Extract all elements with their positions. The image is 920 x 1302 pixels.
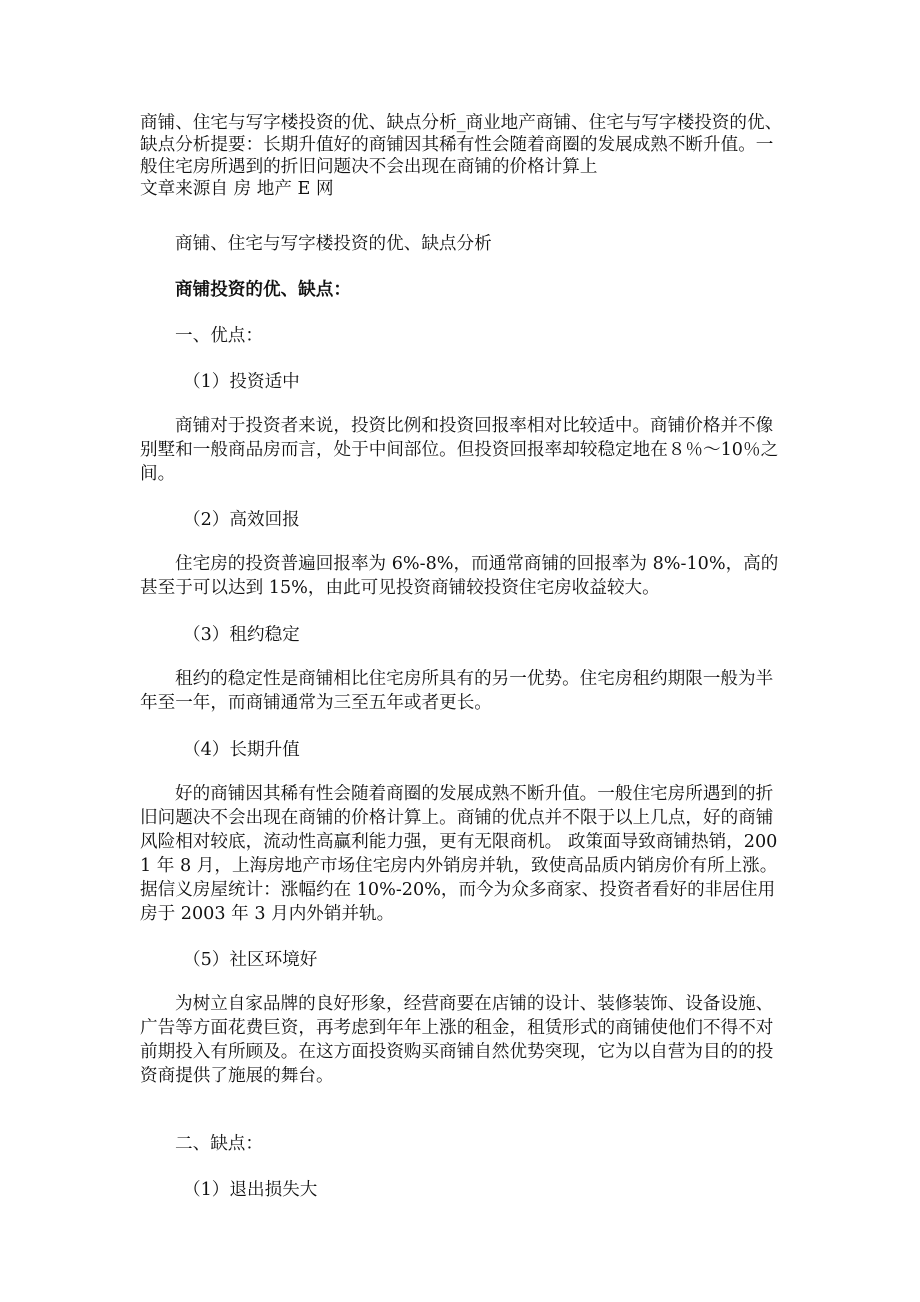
source-text: 文章来源自 房 地产 E 网 [140, 179, 334, 199]
item1-title: （1）投资适中 [183, 372, 300, 392]
disadvantages-heading: 二、缺点： [175, 1134, 263, 1154]
item1-text: 商铺对于投资者来说，投资比例和投资回报率相对比较适中。商铺价格并不像别墅和一般商品房而言，处于中间部位。但投资回报率却较稳定地在８％～10％之间。 [140, 416, 779, 484]
item5-text: 为树立自家品牌的良好形象，经营商要在店铺的设计、装修装饰、设备设施、广告等方面花费巨资，再考虑到年年上涨的租金，租赁形式的商铺使他们不得不对前期投入有所顾及。在这方面投资购买商铺自然优势突现，它为以自营为目的的投资商提供了施展的舞台。 [140, 994, 774, 1086]
item2-title: （2）高效回报 [183, 510, 300, 530]
document-header [140, 112, 785, 200]
disadv1-title: （1）退出损失大 [183, 1180, 318, 1200]
advantages-heading: 一、优点： [175, 326, 263, 346]
item3-text: 租约的稳定性是商铺相比住宅房所具有的另一优势。住宅房租约期限一般为半年至一年，而商铺通常为三至五年或者更长。 [140, 669, 774, 713]
section-heading: 商铺投资的优、缺点： [175, 279, 351, 300]
item3-title: （3）租约稳定 [183, 625, 300, 645]
article-title: 商铺、住宅与写字楼投资的优、缺点分析 [175, 234, 492, 254]
item2-text: 住宅房的投资普遍回报率为 6%-8%，而通常商铺的回报率为 8%-10%，高的甚至于可以达到 15%，由此可见投资商铺较投资住宅房收益较大。 [140, 554, 779, 598]
item4-title: （4）长期升值 [183, 740, 300, 760]
document-page [140, 112, 785, 1200]
summary-text: 商铺、住宅与写字楼投资的优、缺点分析_商业地产商铺、住宅与写字楼投资的优、缺点分析提要：长期升值好的商铺因其稀有性会随着商圈的发展成熟不断升值。一般住宅房所遇到的折旧问题决不会出现在商铺的价格计算上 [140, 113, 783, 177]
item5-title: （5）社区环境好 [183, 950, 318, 970]
item4-text: 好的商铺因其稀有性会随着商圈的发展成熟不断升值。一般住宅房所遇到的折旧问题决不会出现在商铺的价格计算上。商铺的优点并不限于以上几点，好的商铺风险相对较底，流动性高赢利能力强，更有无限商机。 政策面导致商铺热销，2001 年 8 月，上海房地产市场住宅房内外销房并轨，致使高品质内销房价有所上涨。据信义房屋统计：涨幅约在 10%-20%，而今为众多商家、投资者看好的非居住用房于 2003 年 3 月内外销并轨。 [140, 784, 778, 924]
